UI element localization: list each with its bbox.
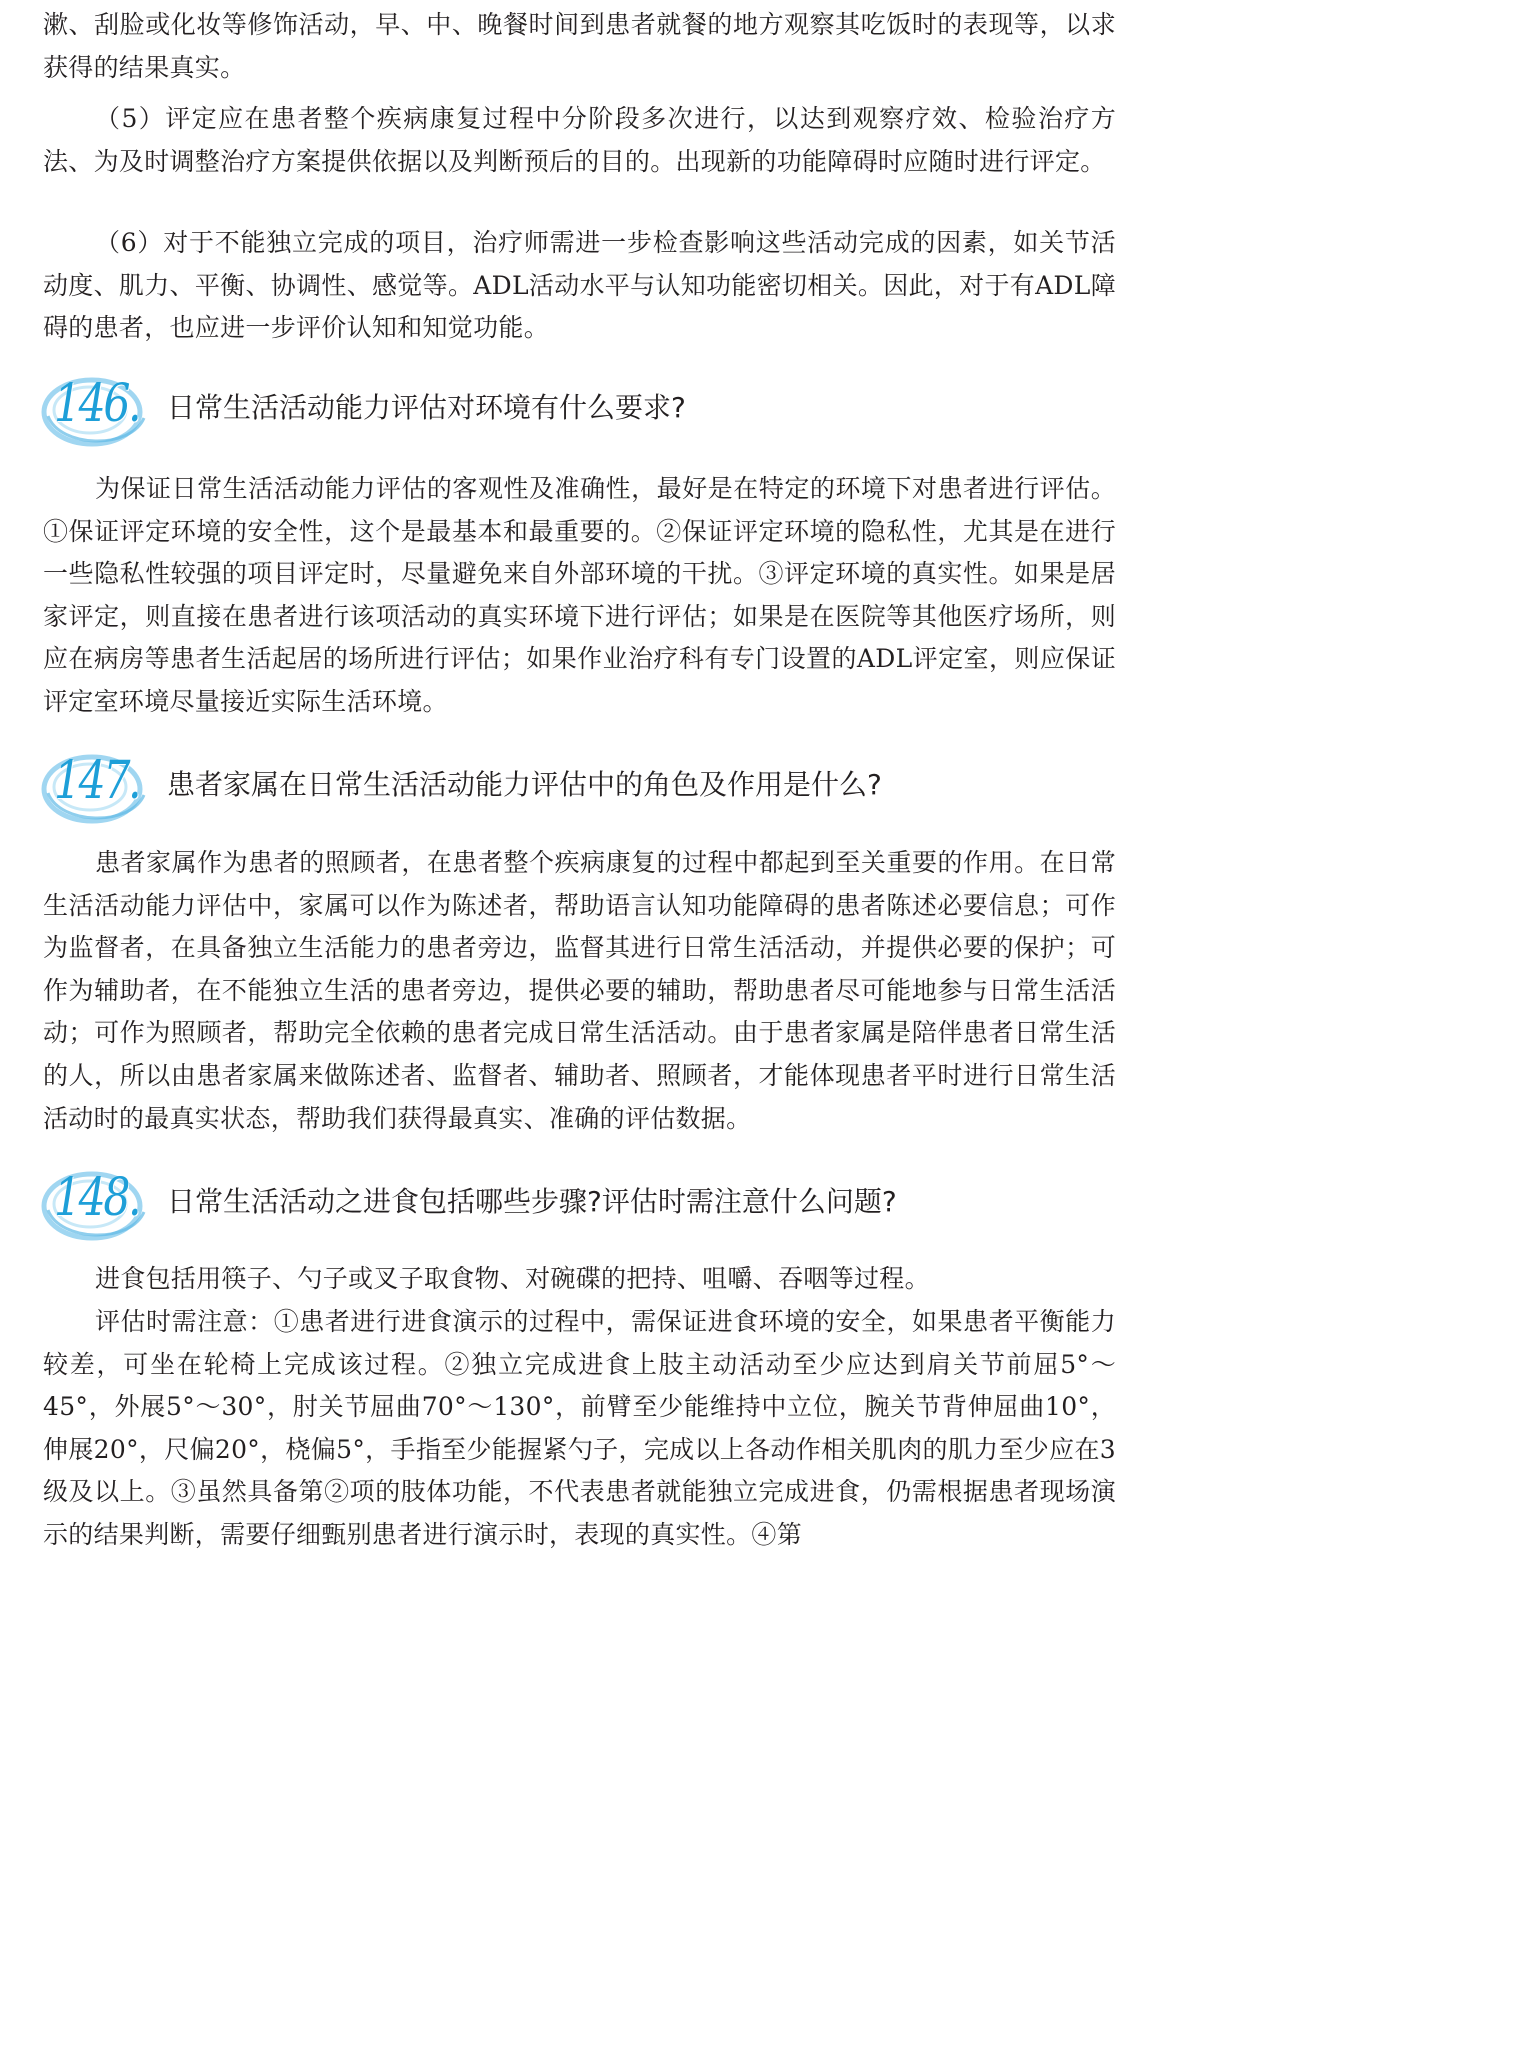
question-number-badge	[40, 366, 170, 450]
continuation-paragraph-2: （5）评定应在患者整个疾病康复过程中分阶段多次进行，以达到观察疗效、检验治疗方法、为及时调整治疗方案提供依据以及判断预后的目的。出现新的功能障碍时应随时进行评定。	[43, 104, 1116, 176]
question-number-badge	[40, 743, 170, 827]
question-number: 147.	[54, 751, 140, 811]
question-title: 日常生活活动能力评估对环境有什么要求?	[167, 391, 686, 424]
question-number-badge	[40, 1160, 170, 1244]
question-heading-147	[40, 743, 1140, 827]
question-heading-148	[40, 1160, 1140, 1244]
question-heading-146	[40, 366, 1140, 450]
answer-paragraph-146: 为保证日常生活活动能力评估的客观性及准确性，最好是在特定的环境下对患者进行评估。①保证评定环境的安全性，这个是最基本和最重要的。②保证评定环境的隐私性，尤其是在进行一些隐私性较强的项目评定时，尽量避免来自外部环境的干扰。③评定环境的真实性。如果是居家评定，则直接在患者进行该项活动的真实环境下进行评估；如果是在医院等其他医疗场所，则应在病房等患者生活起居的场所进行评估；如果作业治疗科有专门设置的ADL评定室，则应保证评定室环境尽量接近实际生活环境。	[43, 474, 1116, 716]
answer-paragraph-147: 患者家属作为患者的照顾者，在患者整个疾病康复的过程中都起到至关重要的作用。在日常生活活动能力评估中，家属可以作为陈述者，帮助语言认知功能障碍的患者陈述必要信息；可作为监督者，在具备独立生活能力的患者旁边，监督其进行日常生活活动，并提供必要的保护；可作为辅助者，在不能独立生活的患者旁边，提供必要的辅助，帮助患者尽可能地参与日常生活活动；可作为照顾者，帮助完全依赖的患者完成日常生活活动。由于患者家属是陪伴患者日常生活的人，所以由患者家属来做陈述者、监督者、辅助者、照顾者，才能体现患者平时进行日常生活活动时的最真实状态，帮助我们获得最真实、准确的评估数据。	[43, 848, 1116, 1133]
continuation-paragraph-1: 漱、刮脸或化妆等修饰活动，早、中、晚餐时间到患者就餐的地方观察其吃饭时的表现等，以求获得的结果真实。	[43, 10, 1116, 82]
question-title: 日常生活活动之进食包括哪些步骤?评估时需注意什么问题?	[167, 1185, 897, 1218]
question-number: 148.	[54, 1168, 140, 1228]
answer-paragraph-148-1: 进食包括用筷子、勺子或叉子取食物、对碗碟的把持、咀嚼、吞咽等过程。	[95, 1264, 930, 1293]
continuation-paragraph-3: （6）对于不能独立完成的项目，治疗师需进一步检查影响这些活动完成的因素，如关节活动度、肌力、平衡、协调性、感觉等。ADL活动水平与认知功能密切相关。因此，对于有ADL障碍的患者，也应进一步评价认知和知觉功能。	[43, 228, 1116, 343]
question-title: 患者家属在日常生活活动能力评估中的角色及作用是什么?	[167, 768, 882, 801]
answer-paragraph-148-2: 评估时需注意：①患者进行进食演示的过程中，需保证进食环境的安全，如果患者平衡能力较差，可坐在轮椅上完成该过程。②独立完成进食上肢主动活动至少应达到肩关节前屈5°～45°，外展5°～30°，肘关节屈曲70°～130°，前臂至少能维持中立位，腕关节背伸屈曲10°，伸展20°，尺偏20°，桡偏5°，手指至少能握紧勺子，完成以上各动作相关肌肉的肌力至少应在3级及以上。③虽然具备第②项的肢体功能，不代表患者就能独立完成进食，仍需根据患者现场演示的结果判断，需要仔细甄别患者进行演示时，表现的真实性。④第	[43, 1307, 1116, 1549]
question-number: 146.	[54, 374, 140, 434]
